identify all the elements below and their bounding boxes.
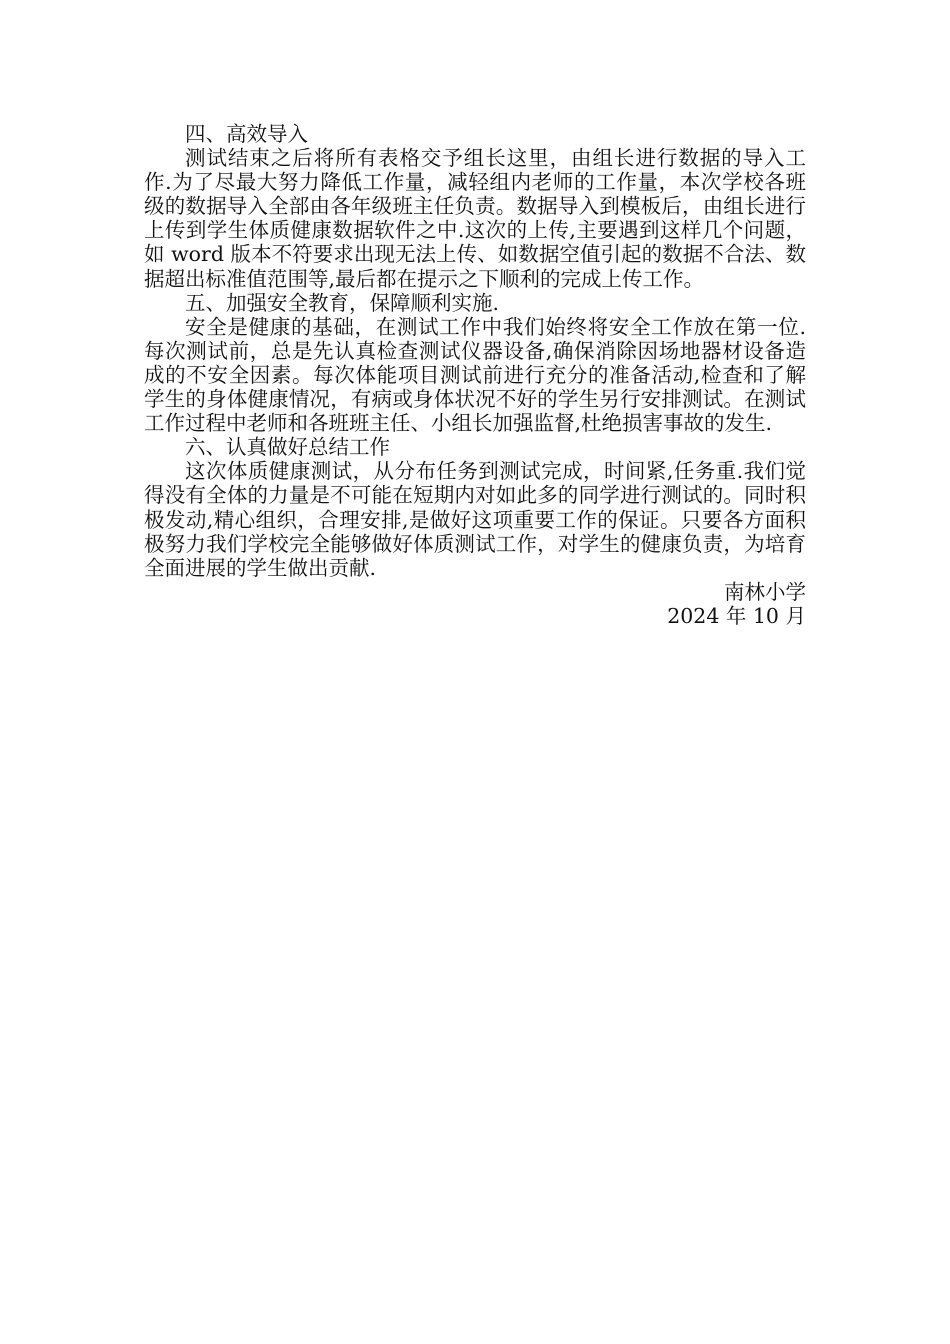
section-body-safety-education: 安全是健康的基础，在测试工作中我们始终将安全工作放在第一位.每次测试前，总是先认真检查测试仪器设备,确保消除因场地器材设备造成的不安全因素。每次体能项目测试前进行充分的准备活动,检查和了解学生的身体健康情况，有病或身体状况不好的学生另行安排测试。在测试工作过程中老师和各班班主任、小组长加强监督,杜绝损害事故的发生. xyxy=(144,314,806,436)
signature-date: 2024 年 10 月 xyxy=(667,603,806,628)
section-heading-efficient-import: 四、高效导入 xyxy=(185,122,308,146)
section-heading-summary-work: 六、认真做好总结工作 xyxy=(185,435,390,460)
document-body xyxy=(144,122,806,628)
signature-organization: 南林小学 xyxy=(724,579,806,604)
section-body-efficient-import: 测试结束之后将所有表格交予组长这里，由组长进行数据的导入工作.为了尽最大努力降低工作量，减轻组内老师的工作量，本次学校各班级的数据导入全部由各年级班主任负责。数据导入到模板后，由组长进行上传到学生体质健康数据软件之中.这次的上传,主要遇到这样几个问题，如 word 版本不符要求出现无法上传、如数据空值引起的数据不合法、数据超出标准值范围等,最后都在提示之下顺利的完成上传工作。 xyxy=(144,146,806,291)
section-heading-safety-education: 五、加强安全教育，保障顺利实施. xyxy=(185,290,500,315)
section-body-summary-work: 这次体质健康测试，从分布任务到测试完成，时间紧,任务重.我们觉得没有全体的力量是不可能在短期内对如此多的同学进行测试的。同时积极发动,精心组织，合理安排,是做好这项重要工作的保证。只要各方面积极努力我们学校完全能够做好体质测试工作，对学生的健康负责，为培育全面进展的学生做出贡献. xyxy=(144,459,806,580)
